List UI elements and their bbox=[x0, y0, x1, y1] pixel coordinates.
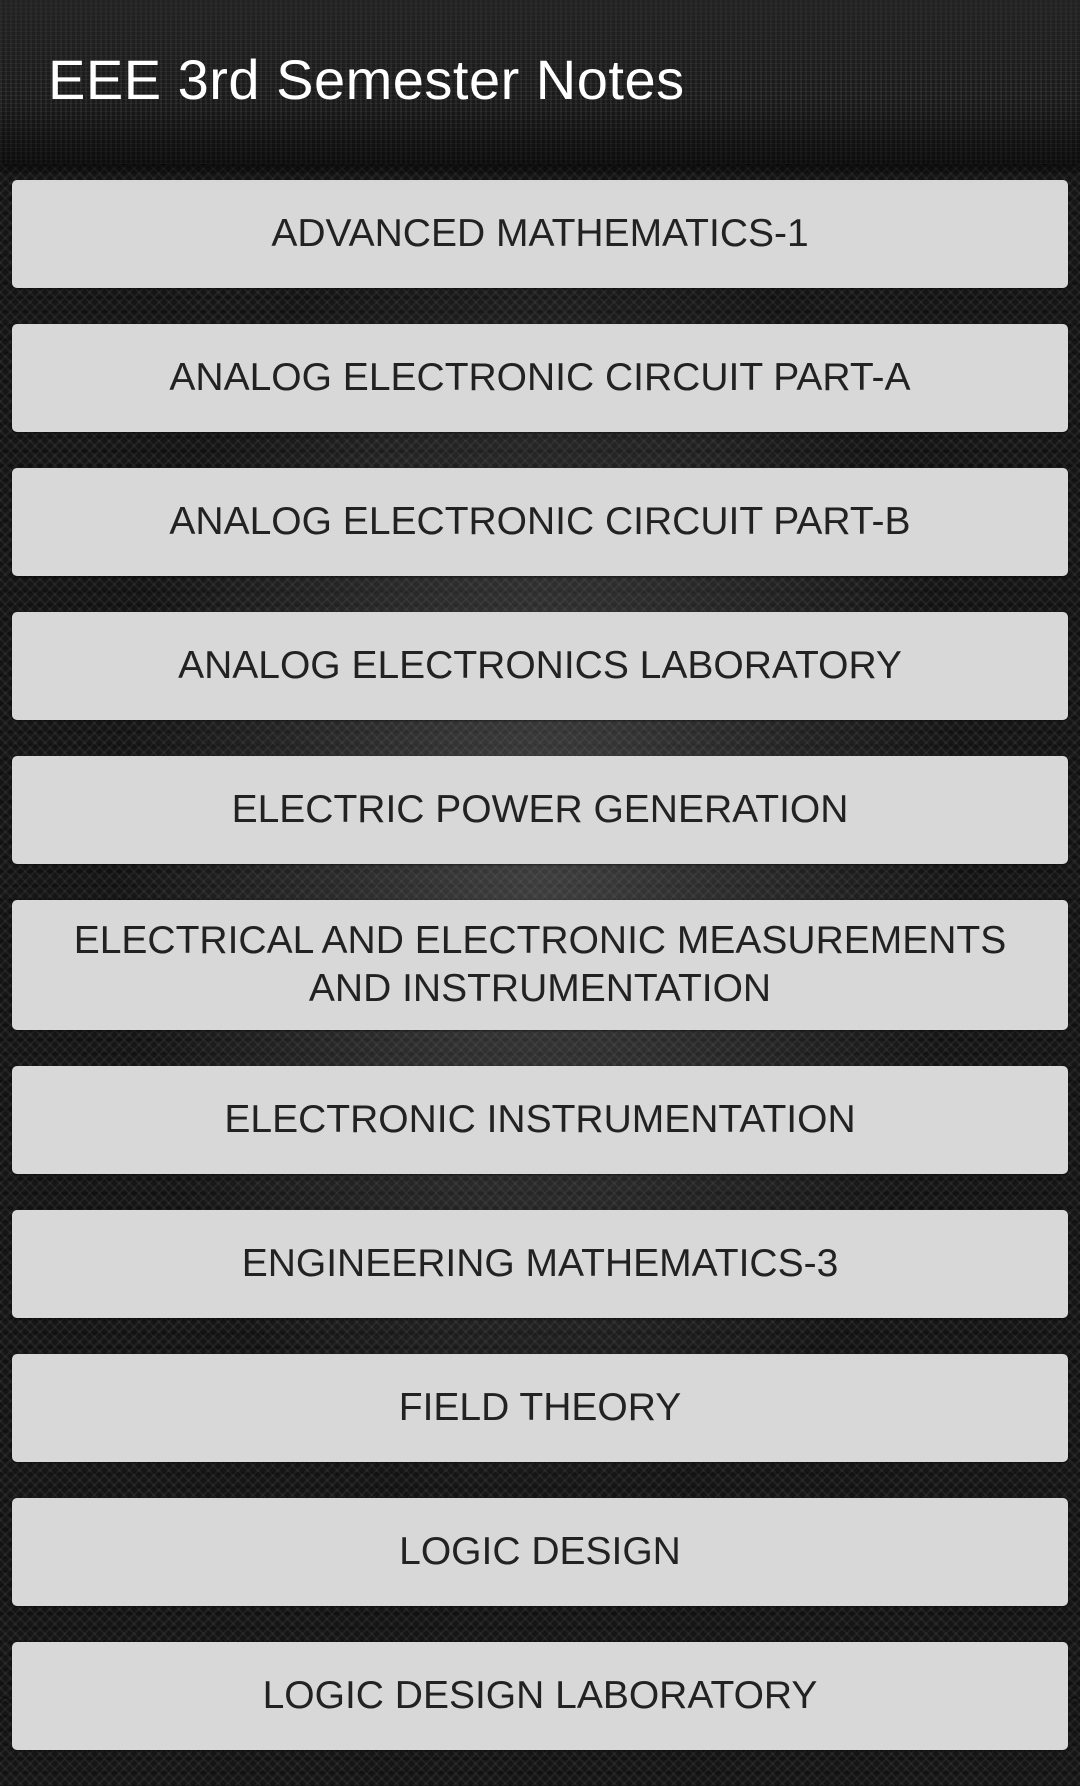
subject-button-logic-design[interactable]: LOGIC DESIGN bbox=[12, 1498, 1068, 1606]
subject-button-analog-electronic-circuit-part-b[interactable]: ANALOG ELECTRONIC CIRCUIT PART-B bbox=[12, 468, 1068, 576]
subject-button-logic-design-laboratory[interactable]: LOGIC DESIGN LABORATORY bbox=[12, 1642, 1068, 1750]
subject-button-electrical-and-electronic-measurements[interactable]: ELECTRICAL AND ELECTRONIC MEASUREMENTS AND INSTRUMENTATION bbox=[12, 900, 1068, 1030]
subject-list bbox=[12, 180, 1068, 1786]
subject-button-field-theory[interactable]: FIELD THEORY bbox=[12, 1354, 1068, 1462]
app-bar bbox=[0, 0, 1080, 164]
subject-button-advanced-mathematics-1[interactable]: ADVANCED MATHEMATICS-1 bbox=[12, 180, 1068, 288]
subject-button-analog-electronic-circuit-part-a[interactable]: ANALOG ELECTRONIC CIRCUIT PART-A bbox=[12, 324, 1068, 432]
subject-button-electric-power-generation[interactable]: ELECTRIC POWER GENERATION bbox=[12, 756, 1068, 864]
subject-button-analog-electronics-laboratory[interactable]: ANALOG ELECTRONICS LABORATORY bbox=[12, 612, 1068, 720]
subject-button-engineering-mathematics-3[interactable]: ENGINEERING MATHEMATICS-3 bbox=[12, 1210, 1068, 1318]
subject-button-electronic-instrumentation[interactable]: ELECTRONIC INSTRUMENTATION bbox=[12, 1066, 1068, 1174]
page-title: EEE 3rd Semester Notes bbox=[48, 48, 685, 111]
